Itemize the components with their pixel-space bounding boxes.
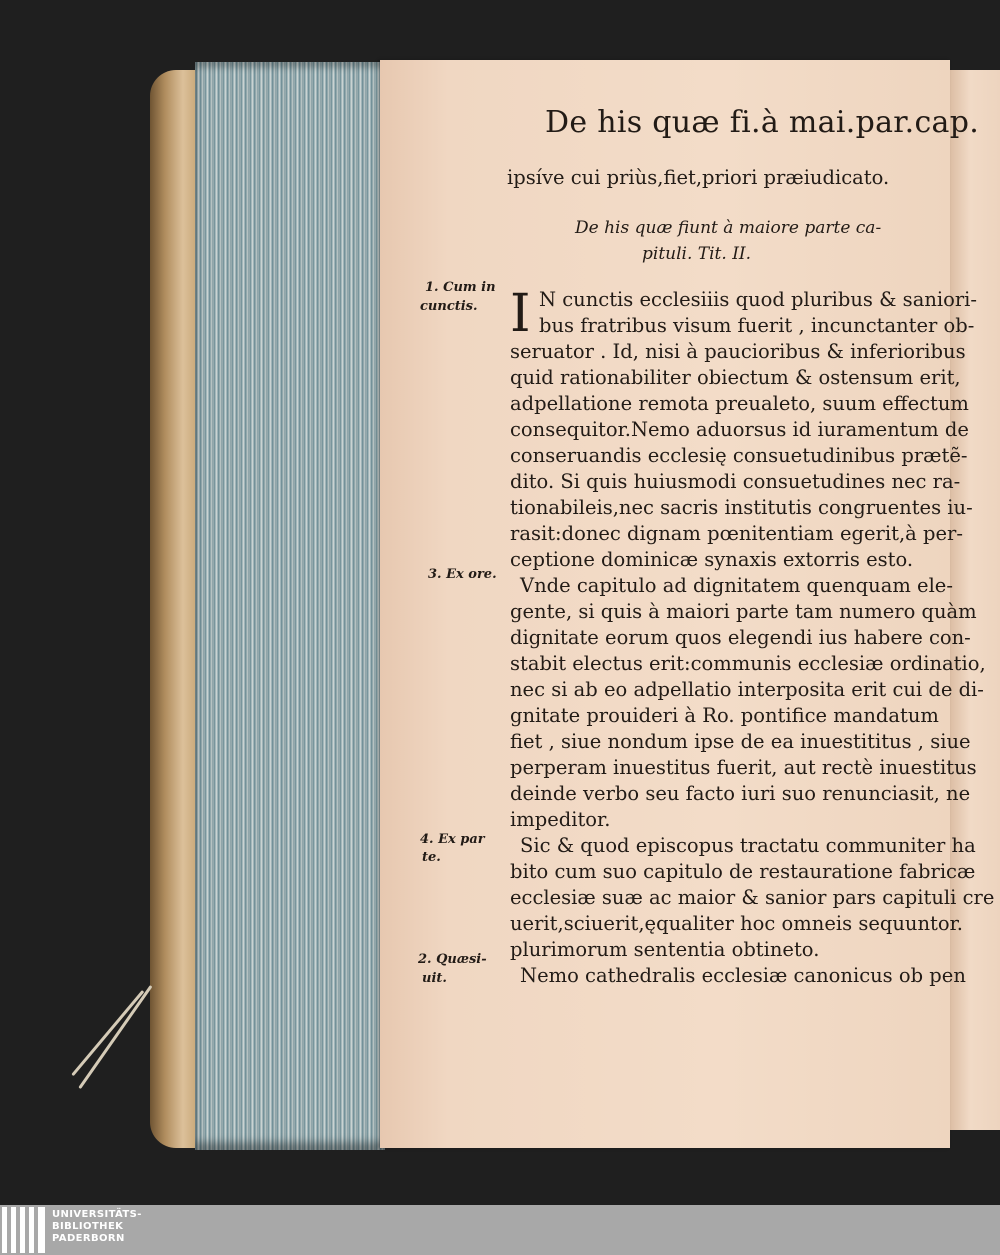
text-line: gnitate prouideri à Ro. pontifice mandatum (510, 704, 939, 727)
text-line: quid rationabiliter obiectum & ostensum erit, (510, 366, 961, 389)
section-title: pituli. Tit. II. (642, 244, 752, 264)
text-line: ecclesiæ suæ ac maior & sanior pars capituli cre (510, 886, 995, 909)
text-line: Vnde capitulo ad dignitatem quenquam ele- (520, 574, 953, 597)
text-line: plurimorum sententia obtineto. (510, 938, 820, 961)
text-line: gente, si quis à maiori parte tam numero quàm (510, 600, 977, 623)
margin-note: 2. Quæsi- (418, 952, 487, 967)
text-line: consequitor.Nemo aduorsus id iuramentum de (510, 418, 969, 441)
text-line: fiet , siue nondum ipse de ea inuestititus , siue (510, 730, 971, 753)
margin-note: uit. (422, 971, 447, 986)
margin-note: cunctis. (420, 299, 478, 314)
text-line: Sic & quod episcopus tractatu communiter ha (520, 834, 976, 857)
margin-note: 3. Ex ore. (428, 567, 497, 582)
bookmark-ribbon (78, 985, 152, 1089)
page-fore-edge (195, 62, 385, 1150)
margin-note: 1. Cum in (425, 280, 496, 295)
text-line: rasit:donec dignam pœnitentiam egerit,à per- (510, 522, 963, 545)
text-line: dignitate eorum quos elegendi ius habere con- (510, 626, 971, 649)
text-line: impeditor. (510, 808, 611, 831)
text-line: adpellatione remota preualeto, suum effectum (510, 392, 969, 415)
bookmark-ribbon (71, 990, 144, 1076)
margin-note: 4. Ex par (420, 832, 485, 847)
text-line: deinde verbo seu facto iuri suo renunciasit, ne (510, 782, 971, 805)
text-line: Nemo cathedralis ecclesiæ canonicus ob pen (520, 964, 966, 987)
text-line: perperam inuestitus fuerit, aut rectè inuestitus (510, 756, 977, 779)
text-line: tionabileis,nec sacris institutis congruentes iu- (510, 496, 973, 519)
text-line: bus fratribus visum fuerit , incunctanter ob- (539, 314, 975, 337)
margin-note: te. (422, 850, 441, 865)
logo-text-line: BIBLIOTHEK (52, 1221, 124, 1232)
logo-text-line: PADERBORN (52, 1233, 125, 1244)
text-line: ceptione dominicæ synaxis extorris esto. (510, 548, 914, 571)
text-line: N cunctis ecclesiiis quod pluribus & saniori- (539, 288, 977, 311)
text-line: dito. Si quis huiusmodi consuetudines nec ra- (510, 470, 961, 493)
text-line: uerit,sciuerit,ęqualiter hoc omneis sequuntor. (510, 912, 963, 935)
drop-cap: I (510, 284, 531, 344)
section-title: De his quæ fiunt à maiore parte ca- (575, 218, 882, 238)
text-line: seruator . Id, nisi à paucioribus & inferioribus (510, 340, 966, 363)
text-line: conseruandis ecclesię consuetudinibus prætẽ- (510, 444, 968, 467)
running-head: De his quæ fi.à mai.par.cap. (545, 105, 980, 140)
printed-page (380, 60, 995, 1148)
library-footer (0, 1205, 1000, 1255)
text-line: nec si ab eo adpellatio interposita erit cui de di- (510, 678, 984, 701)
continuation-line: ipsíve cui priùs,fiet,priori præiudicato. (507, 166, 890, 189)
text-line: stabit electus erit:communis ecclesiæ ordinatio, (510, 652, 986, 675)
logo-text-line: UNIVERSITÄTS- (52, 1209, 142, 1220)
text-line: bito cum suo capitulo de restauratione fabricæ (510, 860, 976, 883)
